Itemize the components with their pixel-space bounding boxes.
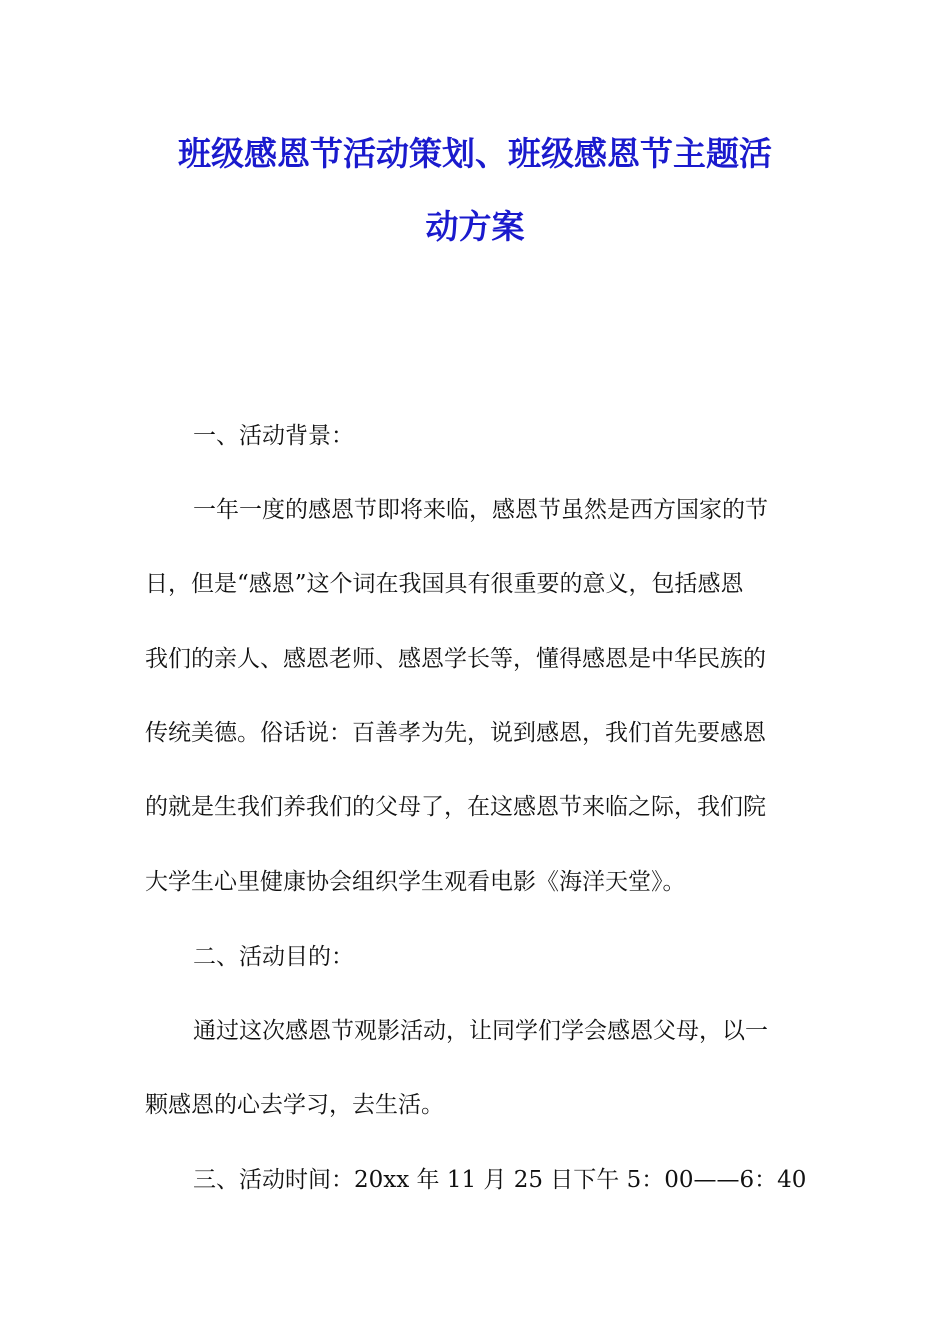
paragraph-line: 日，但是“感恩”这个词在我国具有很重要的意义，包括感恩 [145, 571, 744, 597]
paragraph-line: 传统美德。俗话说：百善孝为先，说到感恩，我们首先要感恩 [145, 720, 766, 746]
document-title-line-1: 班级感恩节活动策划、班级感恩节主题活 [178, 134, 772, 173]
paragraph-line: 一年一度的感恩节即将来临，感恩节虽然是西方国家的节 [193, 497, 768, 523]
section-heading-purpose: 二、活动目的： [193, 944, 354, 970]
paragraph-line: 我们的亲人、感恩老师、感恩学长等，懂得感恩是中华民族的 [145, 646, 766, 672]
paragraph-line: 颗感恩的心去学习，去生活。 [145, 1092, 444, 1118]
section-heading-background: 一、活动背景： [193, 423, 354, 449]
document-title-line-2: 动方案 [425, 207, 525, 246]
section-heading-time: 三、活动时间：20xx 年 11 月 25 日下午 5：00——6：40 [193, 1167, 807, 1193]
paragraph-line: 通过这次感恩节观影活动，让同学们学会感恩父母，以一 [193, 1018, 768, 1044]
paragraph-line: 大学生心里健康协会组织学生观看电影《海洋天堂》。 [145, 869, 686, 895]
paragraph-line: 的就是生我们养我们的父母了，在这感恩节来临之际，我们院 [145, 794, 766, 820]
